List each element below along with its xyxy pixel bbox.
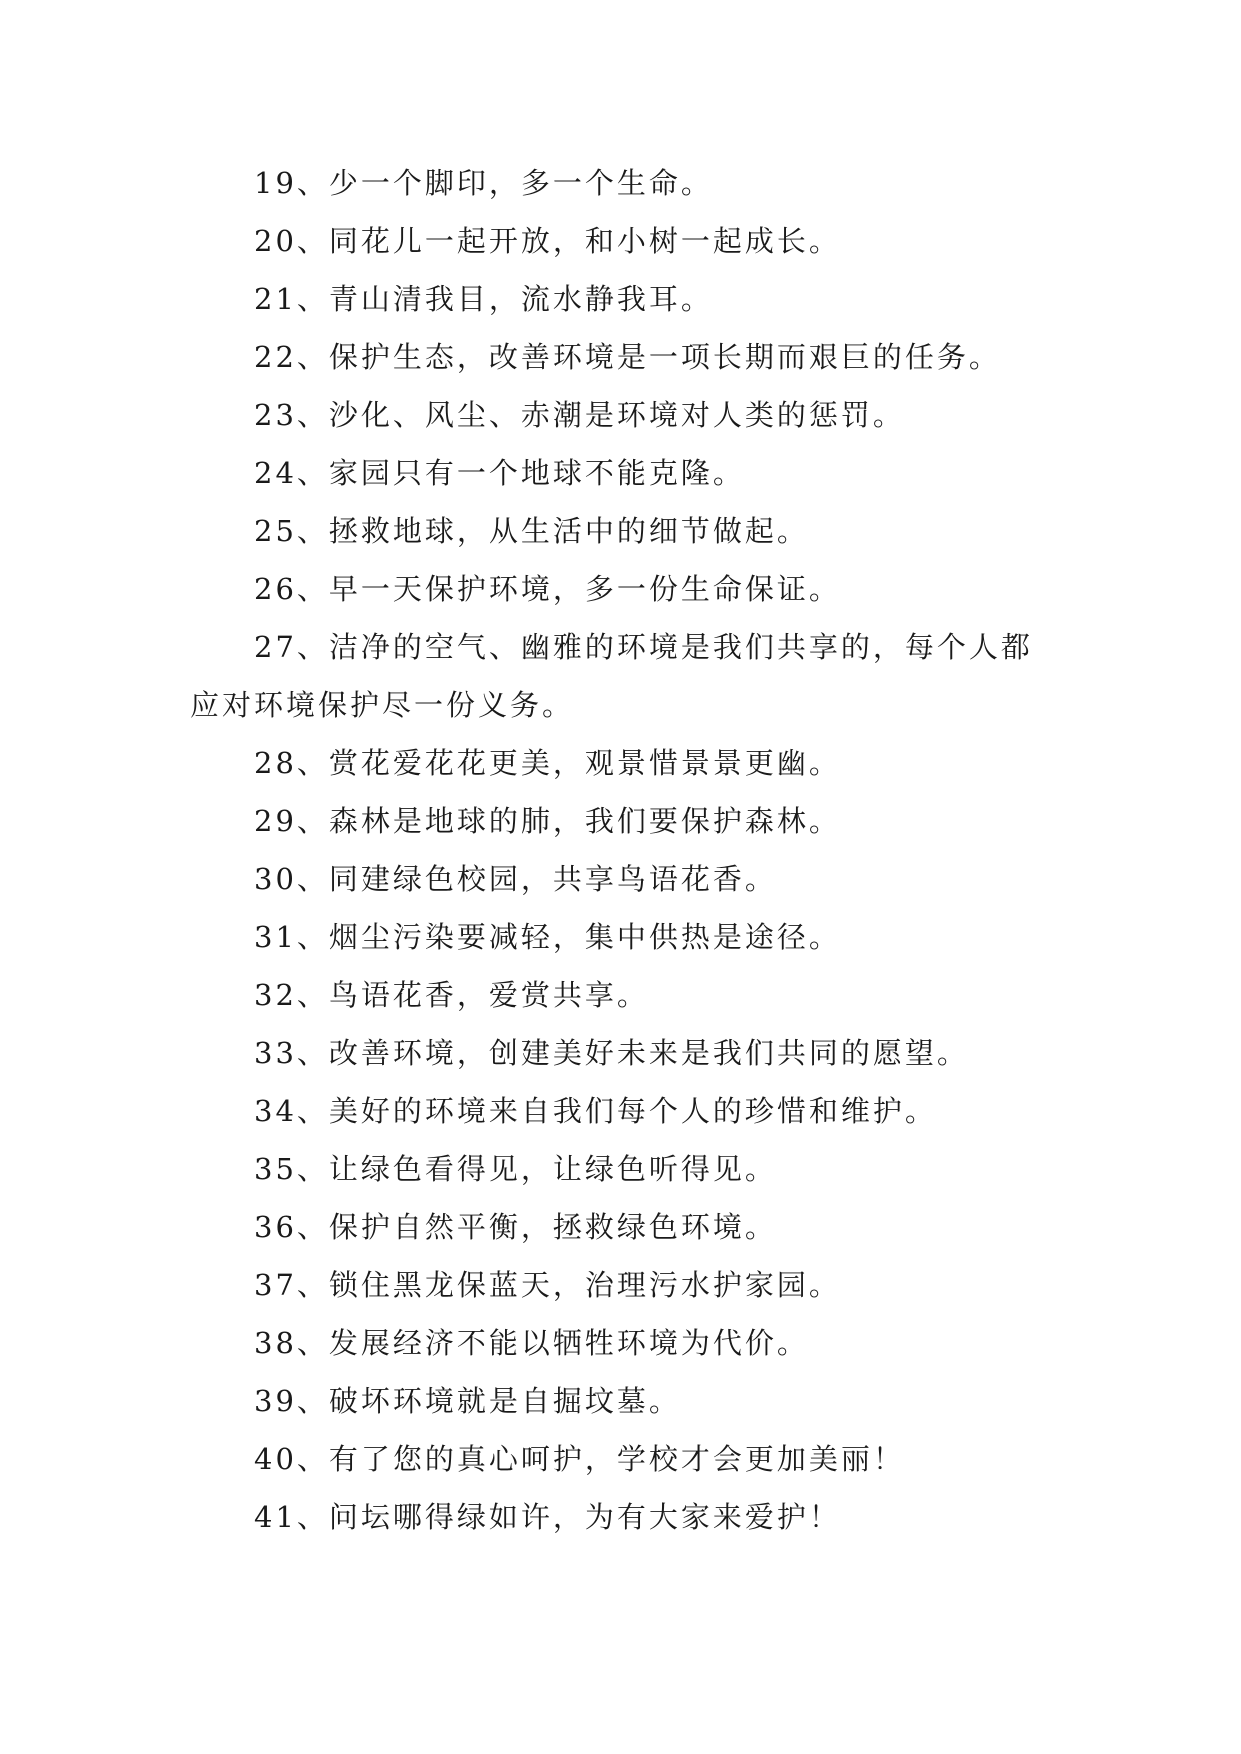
slogan-line: 40、有了您的真心呵护，学校才会更加美丽！ bbox=[254, 1442, 905, 1476]
slogan-line: 34、美好的环境来自我们每个人的珍惜和维护。 bbox=[254, 1094, 937, 1128]
slogan-line: 25、拯救地球，从生活中的细节做起。 bbox=[254, 514, 809, 548]
slogan-line: 39、破坏环境就是自掘坟墓。 bbox=[254, 1384, 681, 1418]
slogan-line: 20、同花儿一起开放，和小树一起成长。 bbox=[254, 224, 841, 258]
slogan-line: 38、发展经济不能以牺牲环境为代价。 bbox=[254, 1326, 809, 1360]
slogan-line: 27、洁净的空气、幽雅的环境是我们共享的，每个人都 bbox=[254, 630, 1033, 664]
slogan-line: 30、同建绿色校园，共享鸟语花香。 bbox=[254, 862, 777, 896]
slogan-line: 37、锁住黑龙保蓝天，治理污水护家园。 bbox=[254, 1268, 841, 1302]
slogan-line: 28、赏花爱花花更美，观景惜景景更幽。 bbox=[254, 746, 841, 780]
slogan-line-continuation: 应对环境保护尽一份义务。 bbox=[190, 688, 575, 722]
slogan-line: 31、烟尘污染要减轻，集中供热是途径。 bbox=[254, 920, 841, 954]
slogan-line: 24、家园只有一个地球不能克隆。 bbox=[254, 456, 745, 490]
slogan-line: 26、早一天保护环境，多一份生命保证。 bbox=[254, 572, 841, 606]
slogan-line: 19、少一个脚印，多一个生命。 bbox=[254, 166, 713, 200]
document-body bbox=[190, 154, 1070, 1546]
slogan-line: 35、让绿色看得见，让绿色听得见。 bbox=[254, 1152, 777, 1186]
slogan-line: 32、鸟语花香，爱赏共享。 bbox=[254, 978, 649, 1012]
slogan-line: 29、森林是地球的肺，我们要保护森林。 bbox=[254, 804, 841, 838]
slogan-line: 21、青山清我目，流水静我耳。 bbox=[254, 282, 713, 316]
slogan-line: 23、沙化、风尘、赤潮是环境对人类的惩罚。 bbox=[254, 398, 905, 432]
slogan-line: 36、保护自然平衡，拯救绿色环境。 bbox=[254, 1210, 777, 1244]
slogan-line: 41、问坛哪得绿如许，为有大家来爱护！ bbox=[254, 1500, 841, 1534]
slogan-line: 33、改善环境，创建美好未来是我们共同的愿望。 bbox=[254, 1036, 969, 1070]
slogan-line: 22、保护生态，改善环境是一项长期而艰巨的任务。 bbox=[254, 340, 1001, 374]
